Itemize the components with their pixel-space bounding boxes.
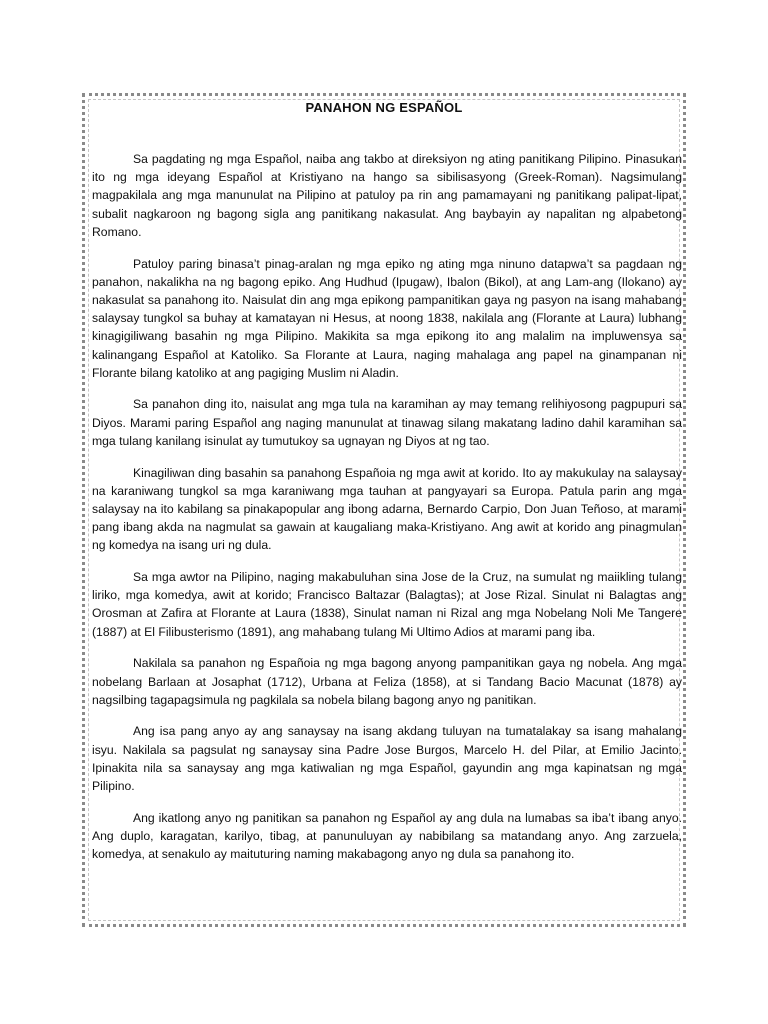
paragraph-8: Ang ikatlong anyo ng panitikan sa panahon ng Español ay ang dula na lumabas sa iba’t ibang anyo. Ang duplo, karagatan, karilyo, tibag, at panunuluyan ay nabibilang sa matandang anyo. Ang zarzuela, komedya, at senakulo ay maituturing naming makabagong anyo ng dula sa panahong ito. [92, 810, 682, 862]
paragraph-5: Sa mga awtor na Pilipino, naging makabuluhan sina Jose de la Cruz, na sumulat ng maiikling tulang liriko, mga komedya, awit at korido; Francisco Baltazar (Balagtas); at Jose Rizal. Sinulat ni Balagtas ang Orosman at Zafira at Florante at Laura (1838), Sinulat naman ni Rizal ang mga Nobelang Noli Me Tangere (1887) at El Filibusterismo (1891), ang mahabang tulang Mi Ultimo Adios at marami pang iba. [92, 570, 682, 639]
paragraph-6: Nakilala sa panahon ng Españoia ng mga bagong anyong pampanitikan gaya ng nobela. Ang mga nobelang Barlaan at Josaphat (1712), Urbana at Feliza (1858), at si Tandang Bacio Macunat (1878) ay nagsilbing tagapagsimula ng pagkilala sa nobela bilang bagong anyo ng panitikan. [92, 656, 682, 707]
paragraph-1: Sa pagdating ng mga Español, naiba ang takbo at direksiyon ng ating panitikang Pilipino. Pinasukan ito ng mga ideyang Español at Kristiyano na hango sa sibilisasyong (Greek-Roman). Nagsimulang magpakilala ang mga manunulat na Pilipino at patuloy pa rin ang pamamayani ng panitikang palipat-lipat, subalit nagkaroon ng bagong sigla ang panitikang nakasulat. Ang baybayin ay napalitan ng alpabetong Romano. [92, 152, 682, 239]
document-title: PANAHON NG ESPAÑOL [305, 100, 463, 115]
paragraph-7: Ang isa pang anyo ay ang sanaysay na isang akdang tuluyan na tumatalakay sa isang mahalang isyu. Nakilala sa pagsulat ng sanaysay sina Padre Jose Burgos, Marcelo H. del Pilar, at Emilio Jacinto. Ipinakita nila sa sanaysay ang mga katiwalian ng mga Español, gayundin ang mga kapinatsan ng mga Pilipino. [92, 724, 682, 794]
paragraph-2: Patuloy paring binasa’t pinag-aralan ng mga epiko ng ating mga ninuno datapwa’t sa pagdaan ng panahon, nakalikha na ng bagong epiko. Ang Hudhud (Ipugaw), Ibalon (Bikol), at ang Lam-ang (Ilokano) ay nakasulat sa panahong ito. Naisulat din ang mga epikong pampanitikan gaya ng pasyon na isang mahabang salaysay tungkol sa buhay at kamatayan ni Hesus, at noong 1838, nakilala ang (Florante at Laura) lubhang kinagigiliwang basahin ng mga Pilipino. Makikita sa mga epikong ito ang malalim na impluwensya sa kalinangang Español at Katoliko. Sa Florante at Laura, naging mahalaga ang papel na ginampanan ni Florante bilang katoliko at ang pagiging Muslim ni Aladin. [92, 256, 682, 380]
paragraph-3: Sa panahon ding ito, naisulat ang mga tula na karamihan ay may temang relihiyosong pagpupuri sa Diyos. Marami paring Español ang naging manunulat at tinawag silang makatang ladino dahil karamihan sa mga tulang kanilang isinulat ay tumutukoy sa ugnayan ng Diyos at ng tao. [92, 397, 682, 448]
document-body [92, 150, 682, 877]
paragraph-4: Kinagiliwan ding basahin sa panahong Españoia ng mga awit at korido. Ito ay makukulay na salaysay na karaniwang tungkol sa mga karaniwang mga tauhan at pangyayari sa Europa. Patula parin ang mga salaysay na ito kabilang sa pinakapopular ang ibong adarna, Bernardo Carpio, Don Juan Teñoso, at marami pang ibang akda na nagmulat sa gawain at kaugaliang maka-Kristiyano. Ang awit at korido ang pinagmulan ng komedya na isang uri ng dula. [92, 465, 682, 553]
